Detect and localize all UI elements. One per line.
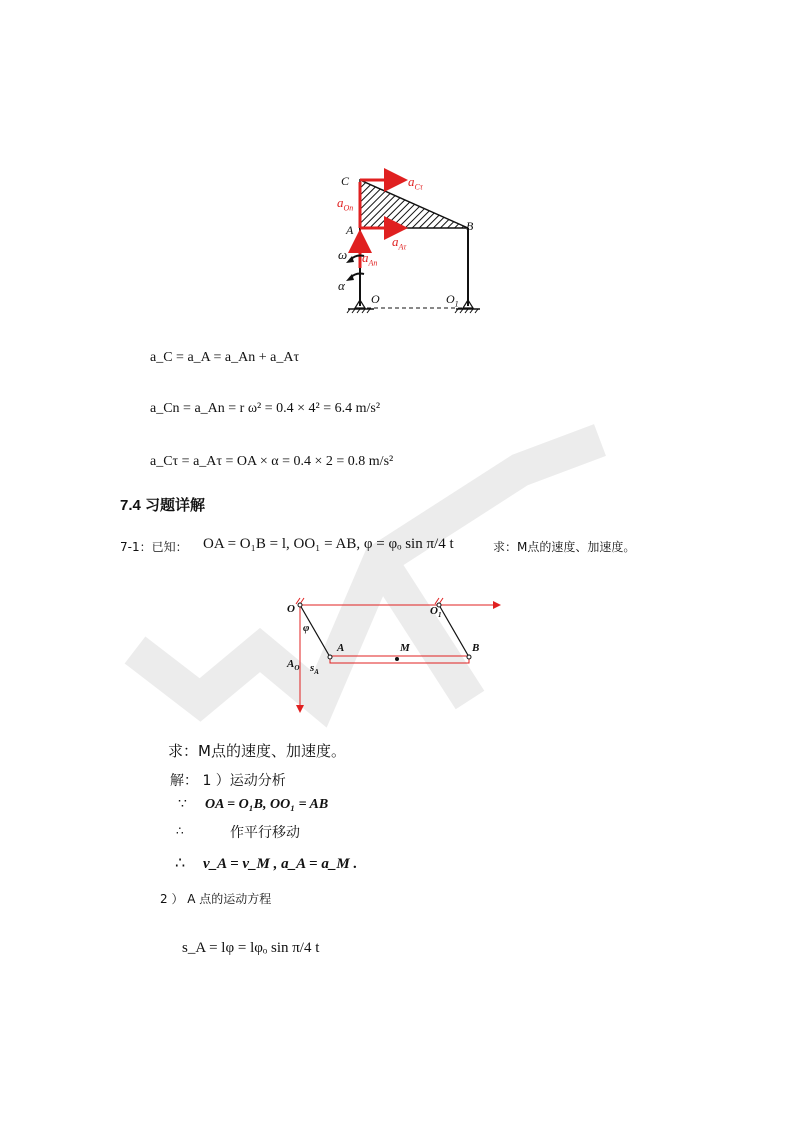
label-a-an: $a_{An}$ [362, 250, 378, 268]
equation-actau: a_Cτ = a_Aτ = OA × α = 0.4 × 2 = 0.8 m/s² [150, 454, 394, 469]
bar-ab [330, 656, 469, 663]
label-c: C [341, 174, 350, 188]
point-m [395, 657, 399, 661]
equation-ac: a_C = a_A = a_An + a_Aτ [150, 350, 300, 365]
solution-ask: 求：M点的速度、加速度。 [168, 742, 346, 760]
therefore-text: 作平行移动 [230, 825, 300, 841]
motion-equation: s_A = lφ = lφₒ sin π/4 t [182, 940, 320, 956]
section-title: 7.4 习题详解 [120, 497, 206, 514]
problem-given: OA = O₁B = l, OO₁ = AB, φ = φₒ sin π/4 t [203, 536, 454, 552]
label-a-on: $a_{On}$ [337, 195, 354, 213]
label-o: O [287, 603, 295, 615]
label-m: M [400, 642, 410, 654]
label-b: B [466, 219, 474, 233]
therefore-symbol-1: ∴ [176, 824, 184, 838]
therefore-equation: v_A = v_M , a_A = a_M . [203, 856, 358, 872]
problem-ask: 求：M点的速度、加速度。 [493, 540, 636, 554]
therefore-symbol-2: ∴ [175, 853, 186, 872]
label-a-ctau: $a_{C\tau}$ [408, 174, 423, 192]
figure-parallel-mechanism [280, 590, 520, 720]
label-omega: ω [338, 247, 348, 262]
solution-step2: 2 ） A 点的运动方程 [160, 892, 272, 906]
label-a: A [337, 642, 345, 654]
label-o1: $O_1$ [446, 292, 459, 309]
problem-label: 7-1：已知： [120, 540, 188, 554]
rod-o1b [439, 605, 469, 657]
label-phi: φ [303, 622, 310, 634]
solution-step1: 解： 1 ）运动分析 [170, 773, 286, 789]
label-alpha: α [338, 278, 345, 293]
label-o1: $O_1$ [430, 605, 442, 620]
label-b: B [472, 642, 480, 654]
label-o: O [371, 292, 380, 306]
label-a: A [346, 223, 354, 237]
equation-acn: a_Cn = a_An = r ω² = 0.4 × 4² = 6.4 m/s² [150, 401, 381, 416]
label-sa: $s_A$ [310, 662, 319, 677]
label-ao: $A_O$ [287, 658, 300, 673]
because-equation: OA = O₁B, OO₁ = AB [205, 797, 329, 812]
label-a-atau: $a_{A\tau}$ [392, 234, 407, 252]
because-symbol: ∵ [178, 796, 187, 812]
